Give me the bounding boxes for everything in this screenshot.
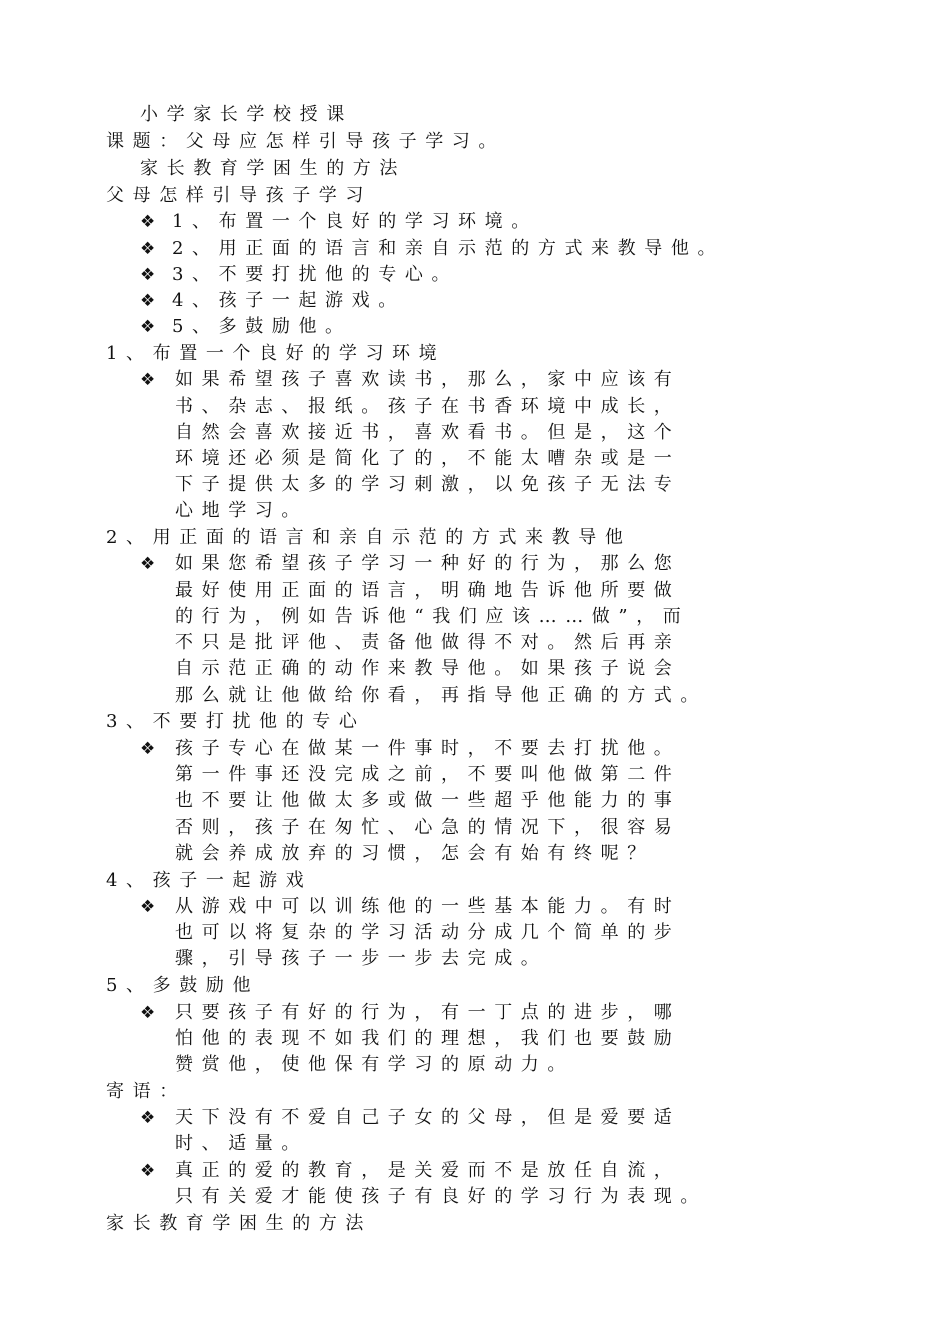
paragraph-line: 时、适量。	[175, 1133, 308, 1154]
paragraph-line: 就会养成放弃的习惯，怎会有始有终呢？	[175, 843, 654, 864]
subtitle: 家长教育学困生的方法	[140, 158, 406, 179]
paragraph-line: 心地学习。	[175, 500, 308, 521]
paragraph-line: 的行为，例如告诉他“我们应该……做”，而	[175, 606, 690, 627]
paragraph-line: 只要孩子有好的行为，有一丁点的进步，哪	[175, 1002, 681, 1023]
paragraph-line: 也不要让他做太多或做一些超乎他能力的事	[175, 790, 681, 811]
paragraph-line: 孩子专心在做某一件事时，不要去打扰他。	[175, 738, 681, 759]
paragraph-line: 赞赏他，使他保有学习的原动力。	[175, 1054, 574, 1075]
paragraph-line: 不只是批评他、责备他做得不对。然后再亲	[175, 632, 681, 653]
paragraph-line: 环境还必须是简化了的，不能太嘈杂或是一	[175, 448, 681, 469]
paragraph-line: 下子提供太多的学习刺激，以免孩子无法专	[175, 474, 681, 495]
diamond-bullet-icon: ❖	[140, 1108, 156, 1128]
diamond-bullet-icon: ❖	[140, 739, 156, 759]
diamond-bullet-icon: ❖	[140, 897, 156, 917]
diamond-bullet-icon: ❖	[140, 212, 156, 232]
section-heading: 5、多鼓励他	[106, 975, 260, 996]
paragraph-line: 那么就让他做给你看，再指导他正确的方式。	[175, 685, 707, 706]
paragraph-line: 书、杂志、报纸。孩子在书香环境中成长，	[175, 396, 681, 417]
section-heading: 2、用正面的语言和亲自示范的方式来教导他	[106, 527, 632, 548]
paragraph-line: 第一件事还没完成之前，不要叫他做第二件	[175, 764, 681, 785]
diamond-bullet-icon: ❖	[140, 291, 156, 311]
diamond-bullet-icon: ❖	[140, 1161, 156, 1181]
outline-item: 4、孩子一起游戏。	[172, 290, 405, 311]
outline-item: 2、用正面的语言和亲自示范的方式来教导他。	[172, 238, 725, 259]
paragraph-line: 也可以将复杂的学习活动分成几个简单的步	[175, 922, 681, 943]
paragraph-line: 只有关爱才能使孩子有良好的学习行为表现。	[175, 1186, 707, 1207]
outline-title: 父母怎样引导孩子学习	[106, 185, 372, 206]
section-heading: 4、孩子一起游戏	[106, 870, 313, 891]
lesson-topic: 课题：父母应怎样引导孩子学习。	[106, 131, 505, 152]
outline-item: 5、多鼓励他。	[172, 316, 352, 337]
paragraph-line: 骤，引导孩子一步一步去完成。	[175, 948, 548, 969]
diamond-bullet-icon: ❖	[140, 370, 156, 390]
outline-item: 3、不要打扰他的专心。	[172, 264, 459, 285]
diamond-bullet-icon: ❖	[140, 1003, 156, 1023]
paragraph-line: 自然会喜欢接近书，喜欢看书。但是，这个	[175, 422, 681, 443]
paragraph-line: 真正的爱的教育，是关爱而不是放任自流，	[175, 1160, 681, 1181]
paragraph-line: 怕他的表现不如我们的理想，我们也要鼓励	[175, 1028, 681, 1049]
paragraph-line: 如果希望孩子喜欢读书，那么，家中应该有	[175, 369, 681, 390]
diamond-bullet-icon: ❖	[140, 317, 156, 337]
section-heading: 1、布置一个良好的学习环境	[106, 343, 446, 364]
diamond-bullet-icon: ❖	[140, 239, 156, 259]
outline-item: 1、布置一个良好的学习环境。	[172, 211, 538, 232]
paragraph-line: 从游戏中可以训练他的一些基本能力。有时	[175, 896, 681, 917]
diamond-bullet-icon: ❖	[140, 265, 156, 285]
paragraph-line: 如果您希望孩子学习一种好的行为，那么您	[175, 553, 681, 574]
section-heading: 3、不要打扰他的专心	[106, 711, 366, 732]
paragraph-line: 天下没有不爱自己子女的父母，但是爱要适	[175, 1107, 681, 1128]
closing-heading: 寄语：	[106, 1081, 186, 1102]
paragraph-line: 最好使用正面的语言，明确地告诉他所要做	[175, 580, 681, 601]
footer-title: 家长教育学困生的方法	[106, 1213, 372, 1234]
diamond-bullet-icon: ❖	[140, 554, 156, 574]
paragraph-line: 否则，孩子在匆忙、心急的情况下，很容易	[175, 817, 681, 838]
school-title: 小学家长学校授课	[140, 104, 353, 125]
paragraph-line: 自示范正确的动作来教导他。如果孩子说会	[175, 658, 681, 679]
